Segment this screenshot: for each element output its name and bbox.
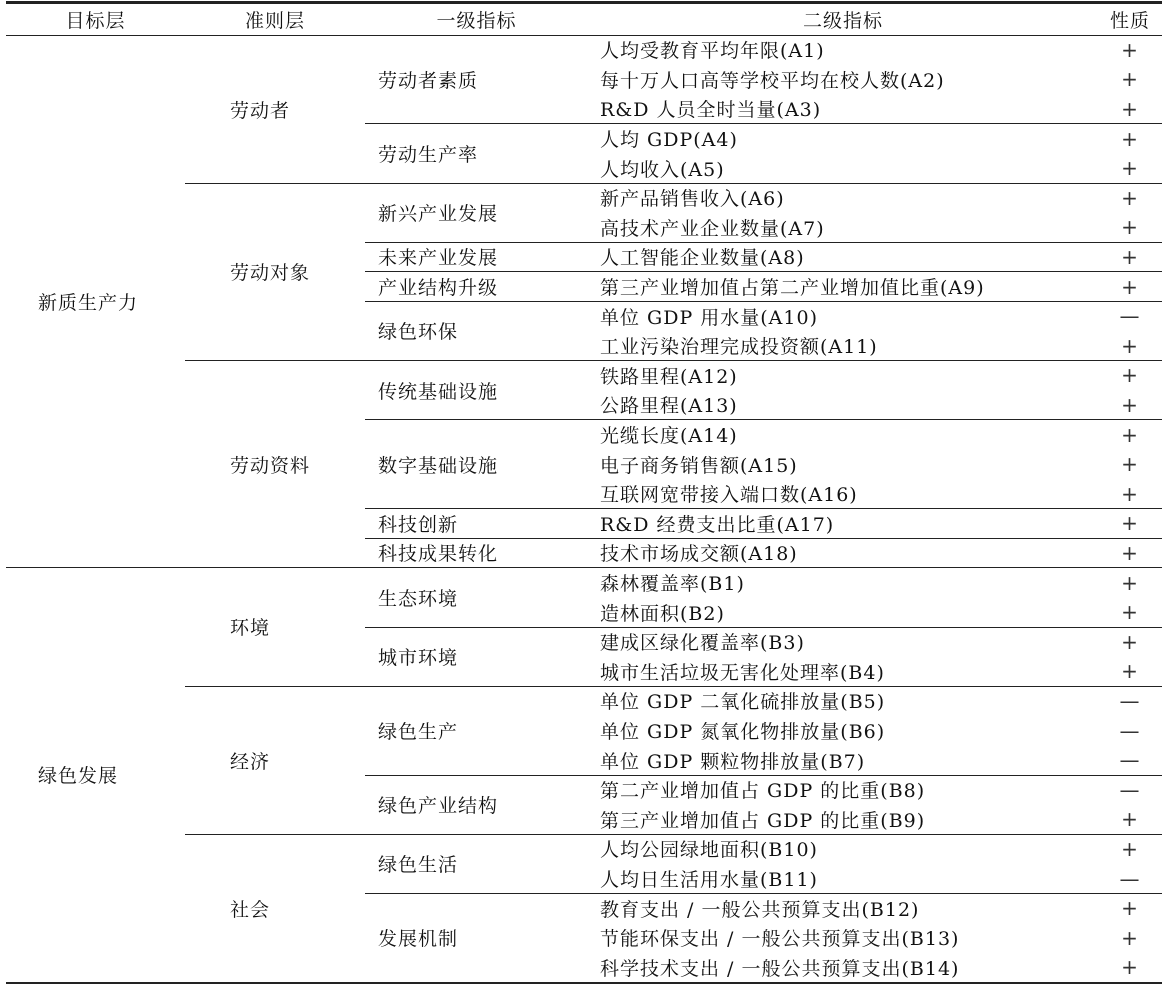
- nature-sign: —: [1119, 777, 1141, 802]
- level2-indicator-cell: 第三产业增加值占 GDP 的比重(B9): [600, 809, 926, 832]
- nature-sign: +: [1121, 333, 1139, 358]
- nature-sign: +: [1121, 185, 1139, 210]
- level1-indicator-cell: 产业结构升级: [378, 277, 499, 300]
- nature-sign: +: [1121, 215, 1139, 240]
- nature-sign: +: [1121, 836, 1139, 861]
- criterion-layer-cell: 劳动对象: [230, 262, 311, 285]
- level2-indicator-cell: 人均 GDP(A4): [600, 129, 738, 152]
- nature-sign: +: [1121, 126, 1139, 151]
- level1-indicator-cell: 劳动者素质: [378, 69, 479, 92]
- level1-indicator-cell: 传统基础设施: [378, 380, 499, 403]
- nature-sign: —: [1119, 304, 1141, 329]
- level2-indicator-cell: 节能环保支出 / 一般公共预算支出(B13): [600, 928, 960, 951]
- level2-indicator-cell: 造林面积(B2): [600, 602, 725, 625]
- nature-sign: +: [1121, 511, 1139, 536]
- level2-indicator-cell: 建成区绿化覆盖率(B3): [600, 632, 805, 655]
- level1-indicator-cell: 绿色生产: [378, 721, 459, 744]
- criterion-layer-cell: 环境: [230, 617, 271, 640]
- nature-sign: +: [1121, 925, 1139, 950]
- level2-indicator-cell: 新产品销售收入(A6): [600, 188, 785, 211]
- nature-sign: +: [1121, 274, 1139, 299]
- level1-indicator-cell: 绿色生活: [378, 854, 459, 877]
- column-header: 准则层: [244, 9, 305, 32]
- level2-indicator-cell: 人均收入(A5): [600, 158, 725, 181]
- level2-indicator-cell: 互联网宽带接入端口数(A16): [600, 484, 858, 507]
- level1-indicator-cell: 绿色环保: [378, 321, 459, 344]
- level2-indicator-cell: 人工智能企业数量(A8): [600, 247, 805, 270]
- nature-sign: +: [1121, 481, 1139, 506]
- level2-indicator-cell: 单位 GDP 二氧化硫排放量(B5): [600, 691, 886, 714]
- level2-indicator-cell: 单位 GDP 颗粒物排放量(B7): [600, 750, 866, 773]
- nature-sign: +: [1121, 363, 1139, 388]
- column-header: 一级指标: [436, 9, 517, 32]
- level2-indicator-cell: 人均日生活用水量(B11): [600, 869, 818, 892]
- nature-sign: —: [1119, 748, 1141, 773]
- level2-indicator-cell: R&D 经费支出比重(A17): [600, 513, 835, 536]
- nature-sign: —: [1119, 718, 1141, 743]
- level2-indicator-cell: 人均公园绿地面积(B10): [600, 839, 818, 862]
- column-header: 二级指标: [802, 9, 883, 32]
- nature-sign: +: [1121, 392, 1139, 417]
- nature-sign: +: [1121, 896, 1139, 921]
- goal-layer-cell: 新质生产力: [38, 291, 139, 314]
- nature-sign: +: [1121, 37, 1139, 62]
- level2-indicator-cell: 第三产业增加值占第二产业增加值比重(A9): [600, 277, 985, 300]
- level1-indicator-cell: 绿色产业结构: [378, 795, 499, 818]
- level2-indicator-cell: 光缆长度(A14): [600, 425, 738, 448]
- level2-indicator-cell: 工业污染治理完成投资额(A11): [600, 336, 878, 359]
- nature-sign: +: [1121, 600, 1139, 625]
- level2-indicator-cell: 城市生活垃圾无害化处理率(B4): [600, 661, 885, 684]
- level1-indicator-cell: 劳动生产率: [378, 143, 479, 166]
- nature-sign: +: [1121, 659, 1139, 684]
- level2-indicator-cell: R&D 人员全时当量(A3): [600, 99, 822, 122]
- level2-indicator-cell: 铁路里程(A12): [600, 365, 738, 388]
- level1-indicator-cell: 科技创新: [378, 513, 459, 536]
- nature-sign: +: [1121, 422, 1139, 447]
- goal-layer-cell: 绿色发展: [38, 765, 119, 788]
- level2-indicator-cell: 单位 GDP 氮氧化物排放量(B6): [600, 721, 886, 744]
- nature-sign: +: [1121, 96, 1139, 121]
- level1-indicator-cell: 城市环境: [378, 647, 459, 670]
- nature-sign: +: [1121, 955, 1139, 980]
- level2-indicator-cell: 公路里程(A13): [600, 395, 738, 418]
- criterion-layer-cell: 社会: [230, 898, 271, 921]
- level2-indicator-cell: 森林覆盖率(B1): [600, 573, 745, 596]
- nature-sign: +: [1121, 570, 1139, 595]
- level1-indicator-cell: 未来产业发展: [378, 247, 499, 270]
- criterion-layer-cell: 劳动资料: [230, 454, 311, 477]
- nature-sign: +: [1121, 452, 1139, 477]
- nature-sign: +: [1121, 540, 1139, 565]
- level1-indicator-cell: 科技成果转化: [378, 543, 499, 566]
- level2-indicator-cell: 技术市场成交额(A18): [600, 543, 798, 566]
- nature-sign: —: [1119, 688, 1141, 713]
- level2-indicator-cell: 每十万人口高等学校平均在校人数(A2): [600, 69, 945, 92]
- level1-indicator-cell: 数字基础设施: [378, 454, 499, 477]
- level1-separator: [365, 419, 1162, 420]
- nature-sign: +: [1121, 244, 1139, 269]
- level1-indicator-cell: 新兴产业发展: [378, 203, 499, 226]
- level2-indicator-cell: 电子商务销售额(A15): [600, 454, 798, 477]
- level2-indicator-cell: 人均受教育平均年限(A1): [600, 40, 825, 63]
- level1-indicator-cell: 发展机制: [378, 928, 459, 951]
- level2-indicator-cell: 单位 GDP 用水量(A10): [600, 306, 818, 329]
- column-header: 性质: [1109, 9, 1150, 32]
- nature-sign: +: [1121, 629, 1139, 654]
- nature-sign: +: [1121, 156, 1139, 181]
- level2-indicator-cell: 科学技术支出 / 一般公共预算支出(B14): [600, 957, 960, 980]
- nature-sign: +: [1121, 67, 1139, 92]
- nature-sign: +: [1121, 807, 1139, 832]
- column-header: 目标层: [65, 9, 126, 32]
- level2-indicator-cell: 高技术产业企业数量(A7): [600, 217, 825, 240]
- level1-indicator-cell: 生态环境: [378, 587, 459, 610]
- nature-sign: —: [1119, 866, 1141, 891]
- criterion-layer-cell: 劳动者: [230, 99, 291, 122]
- criterion-layer-cell: 经济: [230, 750, 271, 773]
- level2-indicator-cell: 第二产业增加值占 GDP 的比重(B8): [600, 780, 926, 803]
- level2-indicator-cell: 教育支出 / 一般公共预算支出(B12): [600, 898, 920, 921]
